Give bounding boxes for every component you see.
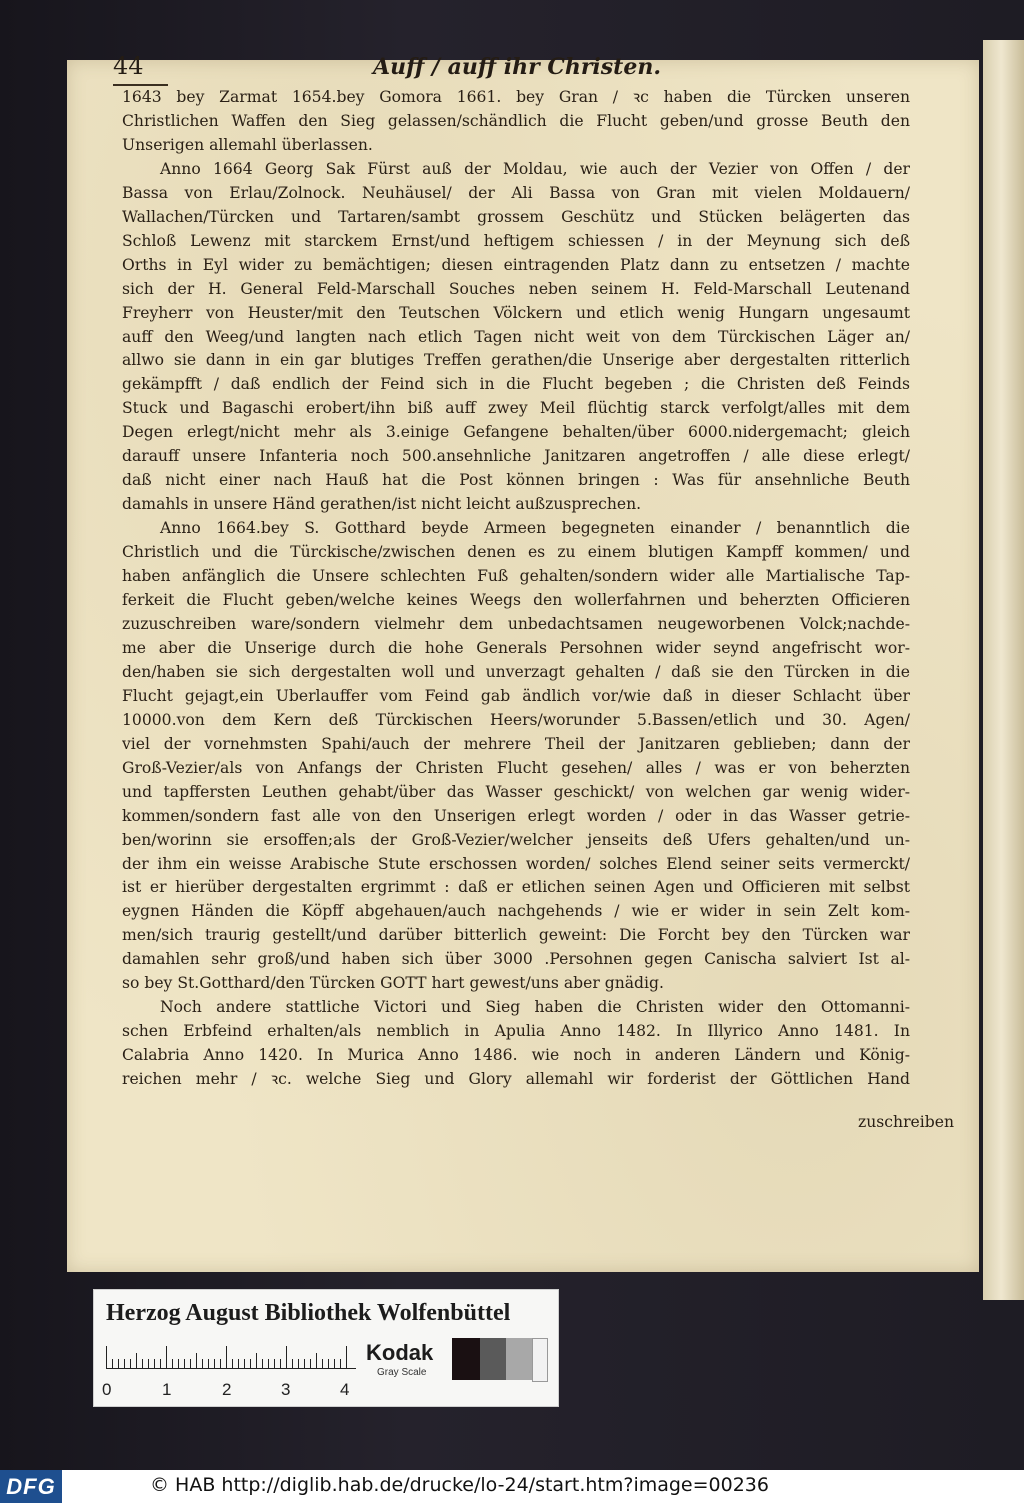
- ruler-number: 4: [340, 1380, 350, 1399]
- kodak-brand: Kodak: [366, 1340, 434, 1365]
- text-line: Flucht gejagt,ein Uberlauffer vom Feind gab ändlich vor/wie daß in dieser Schlacht über: [122, 686, 910, 705]
- text-line: sich der H. General Feld-Marschall Souches neben seinem H. Feld-Marschall Leutenand: [122, 279, 910, 298]
- ruler-tick: [262, 1359, 263, 1368]
- gray-swatch-black: [452, 1338, 480, 1380]
- text-line: men/sich traurig gestellt/und darüber bitterlich geweint: Die Forcht bey den Türcken war: [122, 926, 910, 945]
- ruler-tick: [214, 1359, 215, 1368]
- page-number: 44: [113, 52, 144, 80]
- ruler-tick: [208, 1359, 209, 1368]
- ruler-tick: [304, 1359, 305, 1368]
- viewer-footer: [0, 1470, 1024, 1503]
- ruler-tick: [124, 1359, 125, 1368]
- ruler-tick: [328, 1359, 329, 1368]
- ruler-number: 3: [281, 1380, 291, 1399]
- ruler-tick: [316, 1353, 317, 1368]
- text-line: 10000.von dem Kern deß Türckischen Heers/worunder 5.Bassen/etlich und 30. Agen/: [122, 710, 910, 729]
- text-line: Bassa von Erlau/Zolnock. Neuhäusel/ der Ali Bassa von Gran mit vielen Moldauern/: [122, 183, 910, 202]
- ruler-tick: [196, 1353, 197, 1368]
- text-line: auff den Weeg/und langten nach etlich Tagen nicht weit von dem Türckischen Läger an/: [122, 327, 910, 346]
- ruler-tick: [166, 1346, 167, 1368]
- ruler-tick: [346, 1346, 347, 1368]
- text-line: allwo sie dann in ein gar blutiges Treffen gerathen/die Unserige aber dergestalten ritterlich: [122, 351, 910, 370]
- ruler-tick: [238, 1359, 239, 1368]
- running-title: Auff / auff ihr Christen.: [373, 54, 661, 80]
- text-line: eygnen Händen die Köpff abgehauen/auch nachgehends / wie er wider in sein Zelt kom-: [122, 902, 910, 921]
- ruler-tick: [142, 1359, 143, 1368]
- measurement-ruler: [106, 1346, 356, 1369]
- ruler-tick: [226, 1346, 227, 1368]
- text-line: Noch andere stattliche Victori und Sieg haben die Christen wider den Ottomanni-: [160, 998, 910, 1017]
- ruler-tick: [190, 1359, 191, 1368]
- ruler-tick: [178, 1359, 179, 1368]
- text-line: daß nicht einer nach Hauß hat die Post können bringen : Was für ansehnliche Beuth: [122, 471, 910, 490]
- text-line: damahlen sehr groß/und haben sich über 3000 .Persohnen gegen Canischa salviert Ist al-: [122, 950, 910, 969]
- text-line: Unserigen allemahl überlassen.: [122, 135, 373, 154]
- ruler-tick: [244, 1359, 245, 1368]
- ruler-tick: [274, 1359, 275, 1368]
- ruler-tick: [310, 1359, 311, 1368]
- ruler-tick: [148, 1359, 149, 1368]
- text-line: ben/worinn sie ersoffen;als der Groß-Vezier/welcher jenseits deß Ufers gehalten/und un-: [122, 830, 910, 849]
- ruler-tick: [268, 1359, 269, 1368]
- ruler-number: 1: [162, 1380, 172, 1399]
- ruler-tick: [118, 1359, 119, 1368]
- text-line: Anno 1664.bey S. Gotthard beyde Armeen begegneten einander / benanntlich die: [160, 519, 910, 538]
- text-line: gekämpfft / daß endlich der Feind sich in die Flucht begeben ; die Christen deß Feinds: [122, 375, 910, 394]
- text-line: Degen erlegt/nicht mehr als 3.einige Gefangene behalten/über 6000.nidergemacht; gleich: [122, 423, 910, 442]
- ruler-tick: [232, 1359, 233, 1368]
- text-line: den/haben sie sich dergestalten woll und unverzagt gehalten / daß sie den Türcken in die: [122, 662, 910, 681]
- ruler-tick: [160, 1359, 161, 1368]
- text-line: schen Erbfeind erhalten/als nemblich in Apulia Anno 1482. In Illyrico Anno 1481. In: [122, 1022, 910, 1041]
- text-line: der ihm ein weisse Arabische Stute erschossen worden/ solches Elend seiner seits vermerckt/: [122, 854, 910, 873]
- dfg-logo[interactable]: DFG: [0, 1470, 62, 1503]
- text-line: reichen mehr / ꝛc. welche Sieg und Glory allemahl wir forderist der Göttlichen Hand: [122, 1070, 910, 1089]
- text-line: me aber die Unserige durch die hohe Generals Persohnen wider seynd angefrischt wor-: [122, 638, 910, 657]
- text-line: Christlichen Waffen den Sieg gelassen/schändlich die Flucht geben/und grosse Beuth den: [122, 111, 910, 130]
- gray-swatch-light: [506, 1338, 532, 1380]
- ruler-number: 0: [102, 1380, 112, 1399]
- body-text: [122, 86, 910, 1092]
- text-line: viel der vornehmsten Spahi/auch der mehrere Theil der Janitzaren geblieben; dann der: [122, 734, 910, 753]
- ruler-tick: [172, 1359, 173, 1368]
- text-line: Anno 1664 Georg Sak Fürst auß der Moldau, wie auch der Vezier von Offen / der: [160, 159, 910, 178]
- copyright-link[interactable]: © HAB http://diglib.hab.de/drucke/lo-24/start.htm?image=00236: [150, 1474, 769, 1496]
- catchword: zuschreiben: [858, 1113, 954, 1131]
- text-line: Wallachen/Türcken und Tartaren/sambt grossem Geschütz und Stücken belägerten das: [122, 207, 910, 226]
- gray-swatch-white: [532, 1338, 548, 1382]
- ruler-tick: [136, 1353, 137, 1368]
- ruler-tick: [202, 1359, 203, 1368]
- text-line: Calabria Anno 1420. In Murica Anno 1486. wie noch in anderen Ländern und König-: [122, 1046, 910, 1065]
- text-line: ferkeit die Flucht geben/welche keines Weegs den wollerfahrnen und beherzten Officieren: [122, 591, 910, 610]
- ruler-tick: [184, 1359, 185, 1368]
- text-line: Christlich und die Türckische/zwischen denen es zu einem blutigen Kampff kommen/ und: [122, 543, 910, 562]
- text-line: ist er hierüber dergestalten ergrimmt : daß er etlichen seinen Agen und Officieren mit selbst: [122, 878, 910, 897]
- library-name: Herzog August Bibliothek Wolfenbüttel: [106, 1300, 511, 1326]
- ruler-tick: [154, 1359, 155, 1368]
- ruler-tick: [112, 1359, 113, 1368]
- text-line: und tapffersten Leuthen gehabt/über das Wasser geschickt/ von welchen gar wenig wider-: [122, 782, 910, 801]
- adjacent-page-edge: [983, 40, 1024, 1300]
- ruler-tick: [256, 1353, 257, 1368]
- text-line: darauff unsere Infanteria noch 500.ansehnliche Janitzaren angetroffen / alle diese erlegt/: [122, 447, 910, 466]
- text-line: zuzuschreiben ware/sondern vielmehr dem unbedachtsamen neugeworbenen Volck;nachde-: [122, 614, 910, 633]
- text-line: kommen/sondern fast alle von den Unserigen erlegt worden / oder in das Wasser getrie-: [122, 806, 910, 825]
- gray-scale-label: Gray Scale: [377, 1367, 427, 1378]
- text-line: Orths in Eyl wider zu bemächtigen; diesen eintragenden Platz dann zu entsetzen / machte: [122, 255, 910, 274]
- text-line: haben anfänglich die Unsere schlechten Fuß gehalten/sondern wider alle Martialische Tap-: [122, 567, 910, 586]
- ruler-tick: [292, 1359, 293, 1368]
- text-line: Stuck und Bagaschi erobert/ihn biß auff zwey Meil flüchtig starck verfolgt/alles mit dem: [122, 399, 910, 418]
- ruler-tick: [286, 1346, 287, 1368]
- text-line: so bey St.Gotthard/den Türcken GOTT hart gewest/uns aber gnädig.: [122, 974, 664, 993]
- text-line: Schloß Lewenz mit starckem Ernst/und heftigem schiessen / in der Meynung sich deß: [122, 231, 910, 250]
- ruler-tick: [322, 1359, 323, 1368]
- ruler-number: 2: [222, 1380, 232, 1399]
- text-line: damahls in unsere Händ gerathen/ist nicht leicht außzusprechen.: [122, 495, 642, 514]
- ruler-tick: [298, 1359, 299, 1368]
- color-target-card: [93, 1289, 559, 1407]
- text-line: Groß-Vezier/als von Anfangs der Christen Flucht gesehen/ alles / was er von beherzten: [122, 758, 910, 777]
- ruler-tick: [106, 1346, 107, 1368]
- ruler-tick: [340, 1359, 341, 1368]
- ruler-tick: [280, 1359, 281, 1368]
- gray-swatch-dark: [480, 1338, 506, 1380]
- ruler-tick: [334, 1359, 335, 1368]
- ruler-tick: [220, 1359, 221, 1368]
- text-line: 1643 bey Zarmat 1654.bey Gomora 1661. bey Gran / ꝛc haben die Türcken unseren: [122, 88, 910, 106]
- ruler-tick: [250, 1359, 251, 1368]
- ruler-tick: [130, 1359, 131, 1368]
- page-header: [113, 52, 913, 88]
- text-line: Freyherr von Heuster/mit den Teutschen Völckern und etlich wenig Hungarn ungesaumt: [122, 303, 910, 322]
